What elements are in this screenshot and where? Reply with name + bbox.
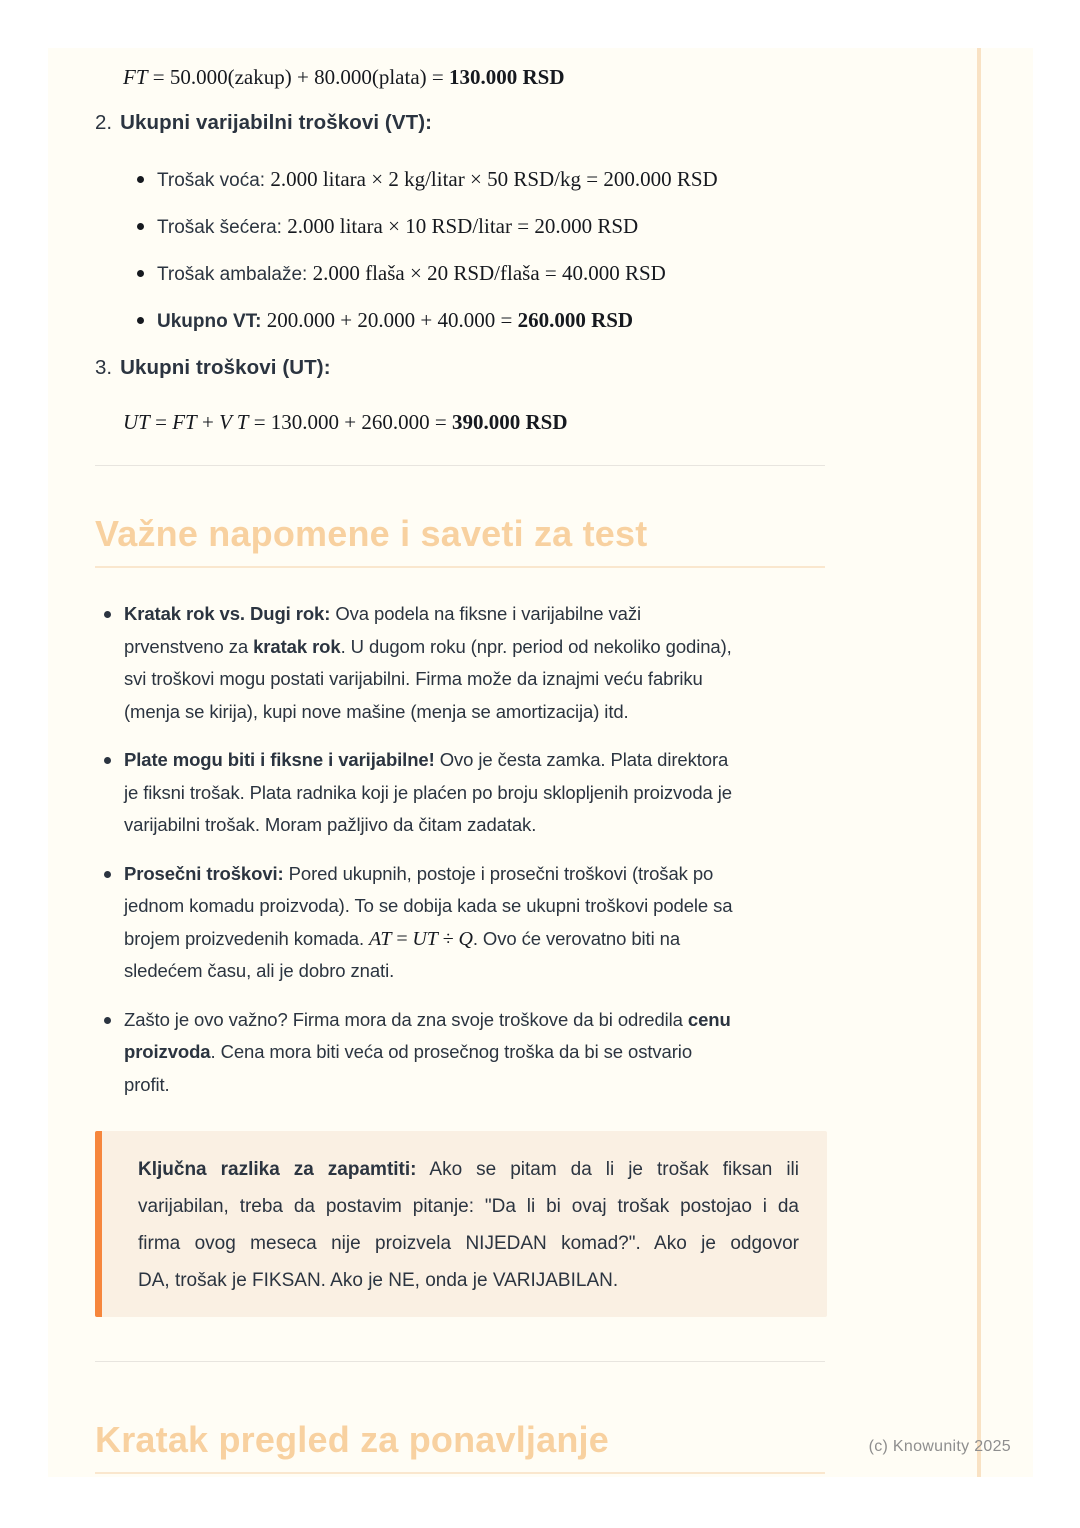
section-title-notes: Važne napomene i saveti za test [95,512,825,568]
key-takeaway-callout [95,1131,827,1317]
list-item-number: 2. [95,111,113,134]
section-divider [95,1361,825,1362]
list-item-title: Ukupni varijabilni troškovi (VT): [120,111,433,134]
document-page [48,48,1033,1477]
callout-line: varijabilan, treba da postavim pitanje: "Da li bi ovaj trošak postojao i da [138,1196,799,1217]
bullet-ukupno-vt: Ukupno VT: 200.000 + 20.000 + 40.000 = 260.000 RSD [95,303,830,339]
page-content [95,48,830,1474]
list-item-variable-costs [95,108,830,138]
list-item-number: 3. [95,356,113,379]
callout-line: firma ovog meseca nije proizvela NIJEDAN komad?". Ako je odgovor [138,1233,799,1254]
variable-costs-list [95,162,830,339]
note-kratak-rok: Kratak rok vs. Dugi rok: Ova podela na fiksne i varijabilne važi prvenstveno za kratak rok. U dugom roku (npr. period od nekoliko godina), svi troškovi mogu postati varijabilni. Firma može da iznajmi veću fabriku (menja se kirija), kupi nove mašine (menja se amortizacija) itd. [95,598,830,728]
page-edge-stripe [977,48,981,1477]
list-item-title: Ukupni troškovi (UT): [120,356,331,379]
bullet-trosak-secera: Trošak šećera: 2.000 litara × 10 RSD/litar = 20.000 RSD [95,209,830,245]
note-zasto-vazno: Zašto je ovo važno? Firma mora da zna svoje troškove da bi odredila cenu proizvoda. Cena mora biti veća od prosečnog troška da bi se ostvario profit. [95,1004,830,1102]
note-plate: Plate mogu biti i fiksne i varijabilne! Ovo je česta zamka. Plata direktora je fiksni trošak. Plata radnika koji je plaćen po broju sklopljenih proizvoda je varijabilni trošak. Moram pažljivo da čitam zadatak. [95,744,830,842]
section-divider [95,465,825,466]
callout-line: DA, trošak je FIKSAN. Ako je NE, onda je VARIJABILAN. [138,1270,619,1291]
copyright-footer: (c) Knowunity 2025 [868,1438,1011,1455]
callout-line: Ključna razlika za zapamtiti: Ako se pitam da li je trošak fiksan ili [138,1159,799,1180]
note-prosecni-troskovi: Prosečni troškovi: Pored ukupnih, postoje i prosečni troškovi (trošak po jednom komadu proizvoda). To se dobija kada se ukupni troškovi podele sa brojem proizvedenih komada. AT = UT ÷ Q. Ovo će verovatno biti na sledećem času, ali je dobro znati. [95,858,830,988]
bullet-trosak-ambalaze: Trošak ambalaže: 2.000 flaša × 20 RSD/flaša = 40.000 RSD [95,256,830,292]
section-title-review: Kratak pregled za ponavljanje [95,1418,825,1474]
bullet-trosak-voca: Trošak voća: 2.000 litara × 2 kg/litar × 50 RSD/kg = 200.000 RSD [95,162,830,198]
notes-list [95,598,830,1101]
formula-fixed-costs: FT = 50.000(zakup) + 80.000(plata) = 130.000 RSD [123,65,565,89]
list-item-total-costs [95,353,830,383]
formula-total-costs: UT = FT + V T = 130.000 + 260.000 = 390.000 RSD [123,410,568,434]
